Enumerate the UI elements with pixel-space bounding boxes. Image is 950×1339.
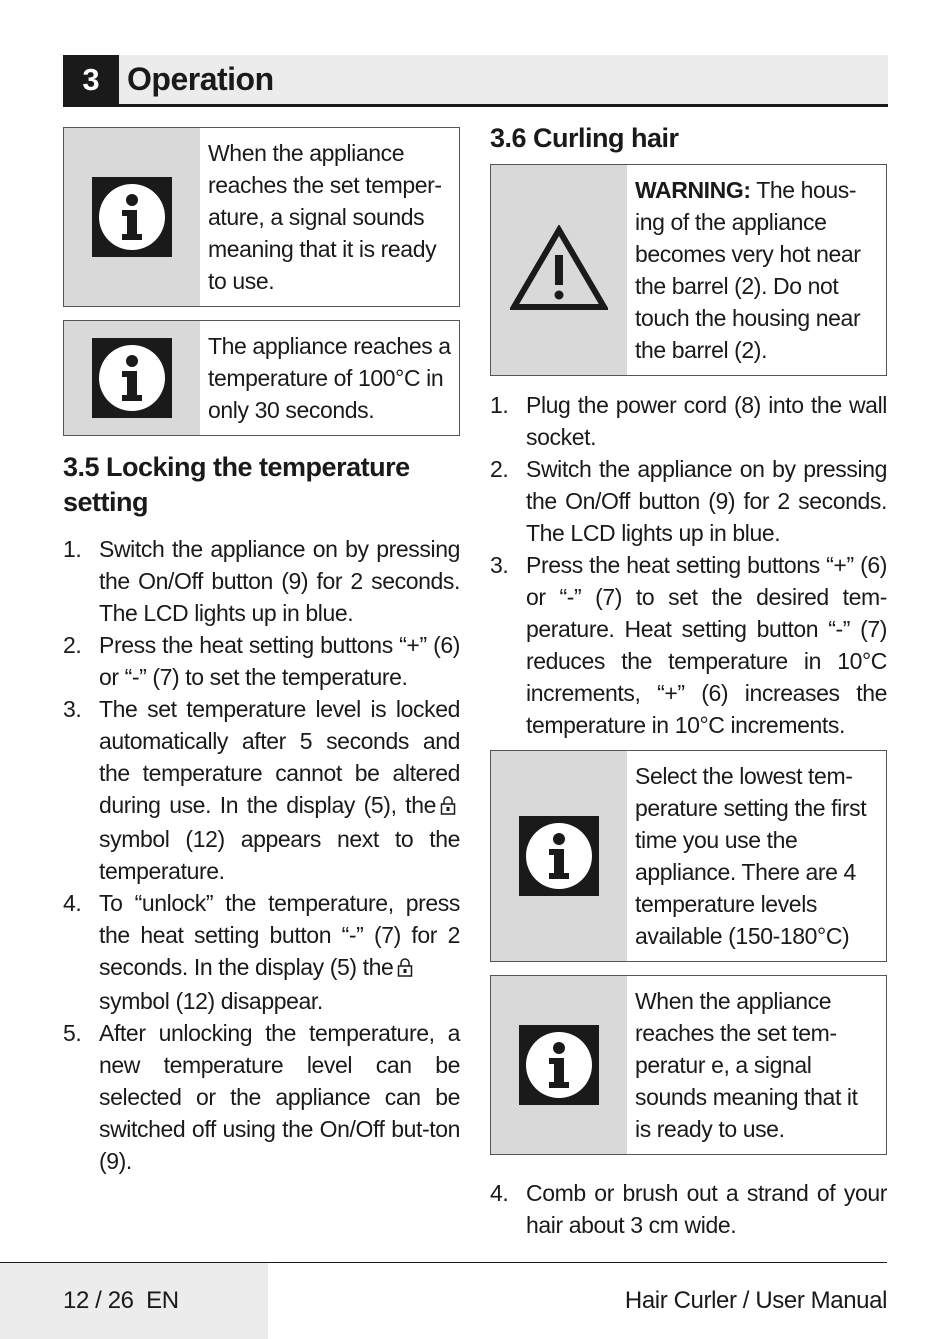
step-text — [99, 693, 460, 887]
info-note — [490, 750, 887, 962]
step-text: After unlocking the temperature, a new temperature level can be selected or the appliance can be switched off using the On/Off but-ton (9). — [99, 1020, 460, 1174]
list-item — [63, 629, 460, 693]
step-number: 1. — [490, 392, 509, 418]
left-column — [63, 127, 460, 1177]
info-icon — [92, 338, 172, 418]
list-item — [63, 887, 460, 1017]
info-note — [490, 975, 887, 1155]
info-icon — [92, 177, 172, 257]
list-item — [490, 453, 887, 549]
list-item — [63, 1017, 460, 1177]
chapter-title: Operation — [127, 61, 274, 97]
step-number: 4. — [490, 1180, 509, 1206]
note-icon-cell — [491, 165, 627, 375]
info-icon — [519, 816, 599, 896]
step-text-part: symbol (12) appears next to the temperature. — [99, 826, 460, 884]
note-icon-cell — [491, 976, 627, 1154]
section-title-locking: 3.5 Locking the temperature setting — [63, 452, 410, 517]
step-text: Comb or brush out a strand of your hair about 3 cm wide. — [526, 1180, 887, 1238]
step-number: 2. — [490, 456, 509, 482]
step-text: Press the heat setting buttons “+” (6) or “-” (7) to set the desired tem-perature. Heat setting button “-” (7) reduces the temperature in 10°C increments, “+” (6) increases the temperature in 10°C increments. — [526, 552, 887, 738]
warning-label: WARNING: — [635, 177, 751, 203]
step-text-part: To “unlock” the temperature, press the heat setting button “-” (7) for 2 seconds. In the display (5) the — [99, 890, 460, 980]
footer-page-number: 12 / 26 EN — [63, 1287, 179, 1314]
step-number: 2. — [63, 632, 82, 658]
note-text: When the appliance reaches the set temper-ature, a signal sounds meaning that it is ready to use. — [208, 140, 442, 294]
note-text: The appliance reaches a temperature of 100°C in only 30 seconds. — [208, 333, 451, 423]
right-column — [490, 123, 887, 1241]
list-item — [490, 389, 887, 453]
warning-triangle-icon — [510, 225, 608, 316]
info-note — [63, 127, 460, 307]
step-number: 3. — [63, 696, 82, 722]
list-item — [490, 1177, 887, 1241]
step-number: 5. — [63, 1020, 82, 1046]
curling-steps-list-continued — [490, 1177, 887, 1241]
info-icon — [519, 1025, 599, 1105]
warning-text — [627, 165, 886, 375]
step-text: Plug the power cord (8) into the wall socket. — [526, 392, 887, 450]
lock-icon — [440, 791, 456, 823]
info-note — [63, 320, 460, 436]
footer-divider — [0, 1262, 887, 1263]
note-text: When the appliance reaches the set tem-peratur e, a signal sounds meaning that it is ready to use. — [635, 988, 858, 1142]
step-text: Press the heat setting buttons “+” (6) or “-” (7) to set the temperature. — [99, 632, 460, 690]
warning-note — [490, 164, 887, 376]
step-number: 4. — [63, 890, 82, 916]
step-text — [99, 887, 460, 1017]
list-item — [63, 533, 460, 629]
list-item — [63, 693, 460, 887]
lock-icon — [397, 953, 413, 985]
step-text: Switch the appliance on by pressing the On/Off button (9) for 2 seconds. The LCD lights up in blue. — [99, 536, 460, 626]
footer-document-title: Hair Curler / User Manual — [624, 1287, 887, 1314]
note-icon-cell — [491, 751, 627, 961]
step-number: 3. — [490, 552, 509, 578]
step-text-part: symbol (12) disappear. — [99, 988, 323, 1014]
step-text-part: The set temperature level is locked automatically after 5 seconds and the temperature cannot be altered during use. In the display (5), the — [99, 696, 460, 818]
chapter-header — [63, 55, 888, 107]
step-number: 1. — [63, 536, 82, 562]
section-title-curling: 3.6 Curling hair — [490, 123, 679, 153]
note-icon-cell — [64, 321, 200, 435]
list-item — [490, 549, 887, 741]
note-text: Select the lowest tem-perature setting the first time you use the appliance. There are 4 temperature levels available (150-180°C) — [635, 763, 867, 949]
warning-body: The hous-ing of the appliance becomes very hot near the barrel (2). Do not touch the housing near the barrel (2). — [635, 177, 861, 363]
curling-steps-list — [490, 389, 887, 741]
step-text: Switch the appliance on by pressing the On/Off button (9) for 2 seconds. The LCD lights up in blue. — [526, 456, 887, 546]
chapter-number: 3 — [63, 55, 119, 104]
locking-steps-list — [63, 533, 460, 1177]
note-icon-cell — [64, 128, 200, 306]
